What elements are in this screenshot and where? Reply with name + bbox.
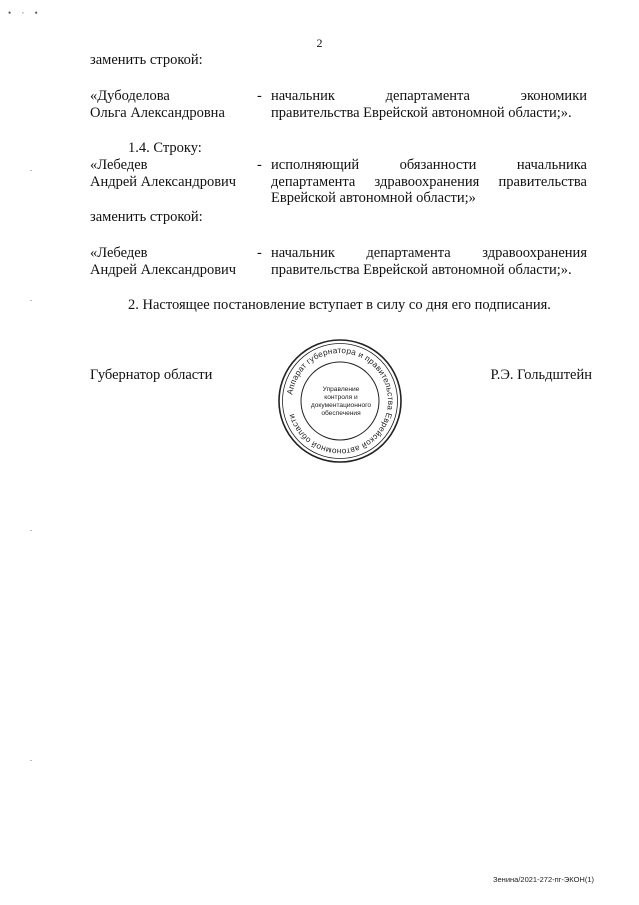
- entry-name-line: Андрей Александрович: [90, 173, 237, 190]
- signatory-title: Губернатор области: [90, 367, 213, 383]
- entry-position-line: департамента здравоохранения правительства: [271, 173, 587, 190]
- entry-position-line: правительства Еврейской автономной области;».: [271, 261, 572, 278]
- scan-margin-mark: [30, 300, 32, 301]
- scan-margin-mark: [30, 760, 32, 761]
- entry-position-line: начальник департамента экономики: [271, 88, 587, 104]
- replace-intro-1: заменить строкой:: [90, 52, 203, 68]
- old-entry-name: [90, 157, 236, 190]
- entry-name: [90, 88, 225, 121]
- new-entry-name: [90, 245, 236, 278]
- entry-position-line: правительства Еврейской автономной области;».: [271, 104, 572, 121]
- clause-heading-1-4: 1.4. Строку:: [128, 140, 202, 156]
- entry-position-line: начальник департамента здравоохранения: [271, 245, 587, 261]
- seal-center-line: обеспечения: [321, 410, 361, 417]
- entry-name-line: Андрей Александрович: [90, 261, 237, 278]
- replace-intro-2: заменить строкой:: [90, 209, 203, 225]
- document-footer-code: Зенина/2021-272-пг-ЭКОН(1): [492, 875, 594, 884]
- signatory-name: Р.Э. Гольдштейн: [490, 367, 592, 383]
- new-entry-position: [271, 245, 587, 278]
- new-entry-dash: -: [257, 245, 262, 261]
- scan-marks: • · •: [8, 8, 42, 18]
- entry-name-line: Ольга Александровна: [90, 104, 225, 121]
- seal-center-text: [310, 386, 372, 418]
- page-number: 2: [316, 36, 323, 50]
- clause-2: 2. Настоящее постановление вступает в силу со дня его подписания.: [128, 297, 551, 313]
- scan-margin-mark: [30, 170, 32, 171]
- seal-center-line: документационного: [310, 402, 372, 409]
- seal-ring-text: Аппарат губернатора и правительства Еврейской автономной области: [285, 345, 396, 457]
- entry-name-line: «Дубоделова: [90, 88, 170, 104]
- entry-dash: -: [257, 88, 262, 104]
- scan-margin-mark: [30, 530, 32, 531]
- entry-name-line: «Лебедев: [90, 245, 148, 261]
- seal-center-line: Управление контроля и: [322, 386, 360, 401]
- entry-position-line: Еврейской автономной области;»: [271, 190, 476, 206]
- entry-position: [271, 88, 587, 121]
- entry-name-line: «Лебедев: [90, 157, 148, 173]
- old-entry-dash: -: [257, 157, 262, 173]
- entry-position-line: исполняющий обязанности начальника: [271, 157, 587, 173]
- old-entry-position: [271, 157, 587, 207]
